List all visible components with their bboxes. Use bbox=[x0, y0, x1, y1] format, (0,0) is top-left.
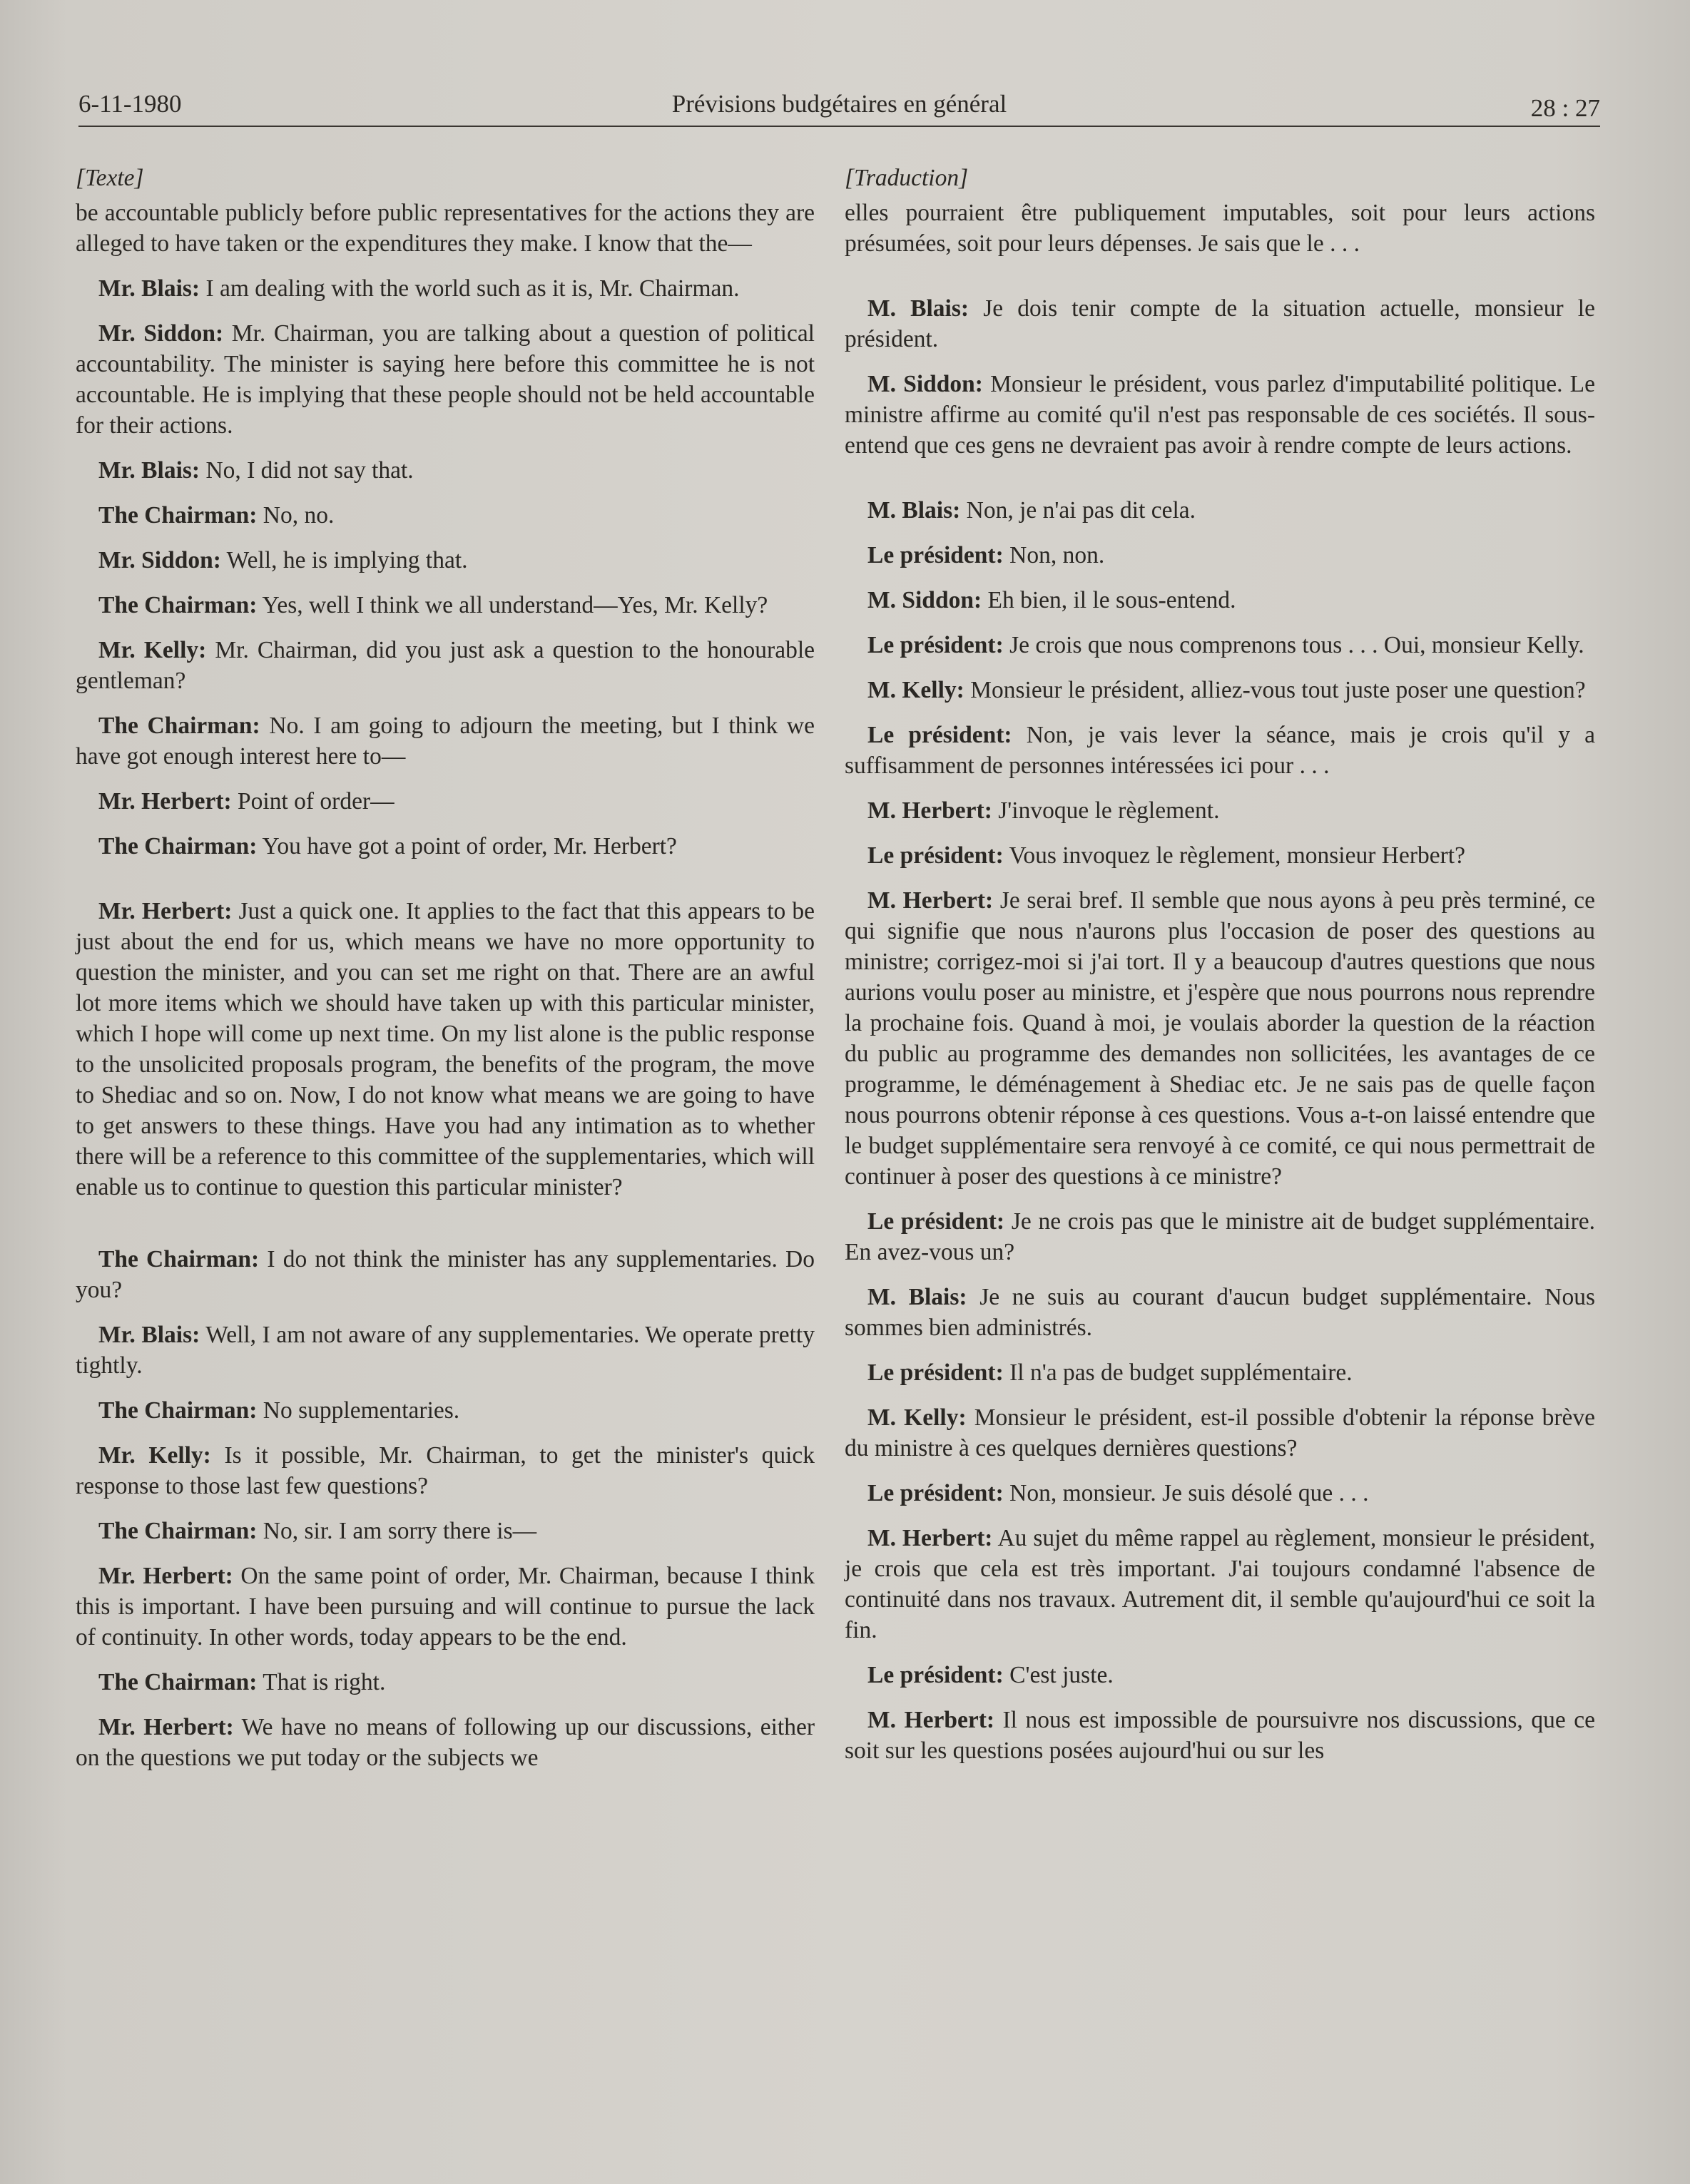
page-header bbox=[78, 86, 1600, 127]
speaker-name: The Chairman: bbox=[98, 1669, 258, 1695]
paragraph: Mr. Herbert: On the same point of order, Mr. Chairman, because I think this is important. I have been pursuing and will continue to pursue the lack of continuity. In other words, today appears to be the end. bbox=[76, 1563, 815, 1650]
speaker-name: Le président: bbox=[867, 542, 1004, 568]
speaker-name: M. Blais: bbox=[867, 497, 961, 524]
speaker-name: Mr. Kelly: bbox=[98, 637, 207, 663]
speaker-name: M. Herbert: bbox=[867, 797, 992, 824]
paragraph: The Chairman: That is right. bbox=[98, 1669, 386, 1695]
speaker-name: Mr. Siddon: bbox=[98, 320, 224, 347]
paragraph: M. Herbert: Au sujet du même rappel au règlement, monsieur le président, je crois que cela est très important. J'ai toujours condamné l'absence de continuité dans nos travaux. Autrement dit, il semble qu'aujourd'hui ce soit la fin. bbox=[845, 1525, 1595, 1643]
header-date: 6-11-1980 bbox=[78, 90, 182, 118]
speaker-name: The Chairman: bbox=[98, 502, 258, 529]
speaker-name: Le président: bbox=[867, 1662, 1004, 1688]
paragraph: The Chairman: You have got a point of order, Mr. Herbert? bbox=[98, 833, 677, 859]
paragraph: Le président: Non, non. bbox=[867, 542, 1105, 568]
speaker-name: M. Siddon: bbox=[867, 587, 982, 613]
paragraph: Le président: Je crois que nous comprenons tous . . . Oui, monsieur Kelly. bbox=[867, 632, 1584, 658]
speaker-name: Le président: bbox=[867, 1359, 1004, 1386]
speaker-name: Le président: bbox=[867, 722, 1012, 748]
speaker-name: M. Blais: bbox=[867, 1284, 967, 1310]
paragraph: Le président: C'est juste. bbox=[867, 1662, 1114, 1688]
speaker-name: Mr. Blais: bbox=[98, 275, 200, 302]
paragraph: Le président: Non, monsieur. Je suis désolé que . . . bbox=[867, 1480, 1369, 1506]
left-column-english bbox=[76, 163, 815, 1787]
speaker-name: Mr. Herbert: bbox=[98, 898, 233, 924]
paragraph: Mr. Blais: I am dealing with the world such as it is, Mr. Chairman. bbox=[98, 275, 740, 302]
speaker-name: Le président: bbox=[867, 1208, 1005, 1235]
paragraph: M. Herbert: J'invoque le règlement. bbox=[867, 797, 1220, 824]
paragraph: Mr. Siddon: Mr. Chairman, you are talking about a question of political accountability. The minister is saying here before this committee he is not accountable. He is implying that these people should not be held accountable for their actions. bbox=[76, 320, 815, 439]
speaker-name: M. Herbert: bbox=[867, 1707, 994, 1733]
header-page-number: 28 : 27 bbox=[1530, 94, 1600, 122]
paragraph: Mr. Kelly: Mr. Chairman, did you just ask a question to the honourable gentleman? bbox=[76, 637, 815, 694]
speaker-name: M. Herbert: bbox=[867, 1525, 993, 1551]
speaker-name: Le président: bbox=[867, 632, 1004, 658]
paragraph: be accountable publicly before public representatives for the actions they are alleged to have taken or the expenditures they make. I know that the— bbox=[76, 200, 815, 257]
speaker-name: Mr. Herbert: bbox=[98, 1563, 233, 1589]
paragraph: Le président: Vous invoquez le règlement, monsieur Herbert? bbox=[867, 842, 1465, 869]
paragraph: The Chairman: No. I am going to adjourn the meeting, but I think we have got enough interest here to— bbox=[76, 713, 815, 770]
speaker-name: Mr. Herbert: bbox=[98, 1714, 234, 1740]
speaker-name: The Chairman: bbox=[98, 1518, 258, 1544]
paragraph: M. Siddon: Eh bien, il le sous-entend. bbox=[867, 587, 1236, 613]
paragraph: M. Herbert: Je serai bref. Il semble que nous ayons à peu près terminé, ce qui signifie que nous n'aurons plus l'occasion de poser des questions au ministre; corrigez-moi si j'ai tort. Il y a beaucoup d'autres questions que nous aurions voulu poser au ministre, et j'espère que nous pourrons nous reprendre la prochaine fois. Quand à moi, je voulais aborder la question de la réaction du public au programme des demandes non sollicitées, les avantages de ce programme, le déménagement à Shediac etc. Je ne sais pas de quelle façon nous pourrons obtenir réponse à ces questions. Vous a-t-on laissé entendre que le budget supplémentaire sera renvoyé à ce comité, ce qui nous permettrait de continuer à poser des questions à ce ministre? bbox=[845, 887, 1595, 1190]
speaker-name: Le président: bbox=[867, 1480, 1004, 1506]
speaker-name: The Chairman: bbox=[98, 713, 260, 739]
paragraph: Le président: Il n'a pas de budget supplémentaire. bbox=[867, 1359, 1353, 1386]
speaker-name: The Chairman: bbox=[98, 592, 258, 618]
speaker-name: Mr. Siddon: bbox=[98, 547, 221, 573]
paragraph: M. Siddon: Monsieur le président, vous parlez d'imputabilité politique. Le ministre affirme au comité qu'il n'est pas responsable de ces sociétés. Il sous-entend que ces gens ne devraient pas avoir à rendre compte de leurs actions. bbox=[845, 371, 1596, 459]
paragraph: Mr. Kelly: Is it possible, Mr. Chairman, to get the minister's quick response to those last few questions? bbox=[76, 1442, 815, 1499]
paragraph: M. Kelly: Monsieur le président, alliez-vous tout juste poser une question? bbox=[867, 677, 1586, 703]
column-tag: [Texte] bbox=[76, 165, 144, 191]
speaker-name: Mr. Blais: bbox=[98, 1322, 200, 1348]
speaker-name: The Chairman: bbox=[98, 833, 258, 859]
paragraph: The Chairman: Yes, well I think we all understand—Yes, Mr. Kelly? bbox=[98, 592, 768, 618]
paragraph: elles pourraient être publiquement imputables, soit pour leurs actions présumées, soit pour leurs dépenses. Je sais que le . . . bbox=[845, 200, 1595, 257]
paragraph: Le président: Non, je vais lever la séance, mais je crois qu'il y a suffisamment de personnes intéressées ici pour . . . bbox=[845, 722, 1595, 779]
paragraph: M. Blais: Non, je n'ai pas dit cela. bbox=[867, 497, 1196, 524]
paragraph: The Chairman: No, sir. I am sorry there is— bbox=[98, 1518, 537, 1544]
header-title: Prévisions budgétaires en général bbox=[671, 90, 1007, 118]
paragraph: The Chairman: No, no. bbox=[98, 502, 335, 529]
paragraph: Mr. Herbert: We have no means of following up our discussions, either on the questions we put today or the subjects we bbox=[76, 1714, 815, 1771]
speaker-name: M. Kelly: bbox=[867, 677, 964, 703]
paragraph: M. Blais: Je dois tenir compte de la situation actuelle, monsieur le président. bbox=[845, 295, 1595, 352]
paragraph: M. Herbert: Il nous est impossible de poursuivre nos discussions, que ce soit sur les questions posées aujourd'hui ou sur les bbox=[845, 1707, 1595, 1764]
speaker-name: M. Kelly: bbox=[867, 1404, 967, 1431]
speaker-name: M. Blais: bbox=[867, 295, 969, 322]
paragraph: M. Blais: Je ne suis au courant d'aucun budget supplémentaire. Nous sommes bien administrés. bbox=[845, 1284, 1595, 1341]
paragraph: The Chairman: I do not think the minister has any supplementaries. Do you? bbox=[76, 1246, 815, 1303]
paragraph: Le président: Je ne crois pas que le ministre ait de budget supplémentaire. En avez-vous un? bbox=[845, 1208, 1595, 1265]
speaker-name: Mr. Kelly: bbox=[98, 1442, 211, 1469]
paragraph: The Chairman: No supplementaries. bbox=[98, 1397, 460, 1424]
paragraph: Mr. Blais: No, I did not say that. bbox=[98, 457, 414, 484]
paragraph: Mr. Siddon: Well, he is implying that. bbox=[98, 547, 468, 573]
paragraph: Mr. Blais: Well, I am not aware of any supplementaries. We operate pretty tightly. bbox=[76, 1322, 815, 1379]
paragraph: M. Kelly: Monsieur le président, est-il possible d'obtenir la réponse brève du ministre à ces quelques dernières questions? bbox=[845, 1404, 1595, 1461]
speaker-name: Mr. Herbert: bbox=[98, 788, 232, 815]
speaker-name: M. Siddon: bbox=[867, 371, 983, 397]
right-column-french bbox=[845, 163, 1595, 1780]
speaker-name: Mr. Blais: bbox=[98, 457, 200, 484]
paragraph: Mr. Herbert: Just a quick one. It applies to the fact that this appears to be just about the end for us, which means we have no more opportunity to question the minister, and you can set me right on that. There are an awful lot more items which we should have taken up with this particular minister, which I hope will come up next time. On my list alone is the public response to the unsolicited proposals program, the benefits of the program, the move to Shediac and so on. Now, I do not know what means we are going to have to get answers to these things. Have you had any intimation as to whether there will be a reference to this committee of the supplementaries, which will enable us to continue to question this particular minister? bbox=[76, 898, 815, 1200]
speaker-name: M. Herbert: bbox=[867, 887, 994, 914]
speaker-name: The Chairman: bbox=[98, 1246, 260, 1272]
speaker-name: The Chairman: bbox=[98, 1397, 258, 1424]
column-tag: [Traduction] bbox=[845, 165, 969, 191]
paragraph: Mr. Herbert: Point of order— bbox=[98, 788, 394, 815]
speaker-name: Le président: bbox=[867, 842, 1004, 869]
